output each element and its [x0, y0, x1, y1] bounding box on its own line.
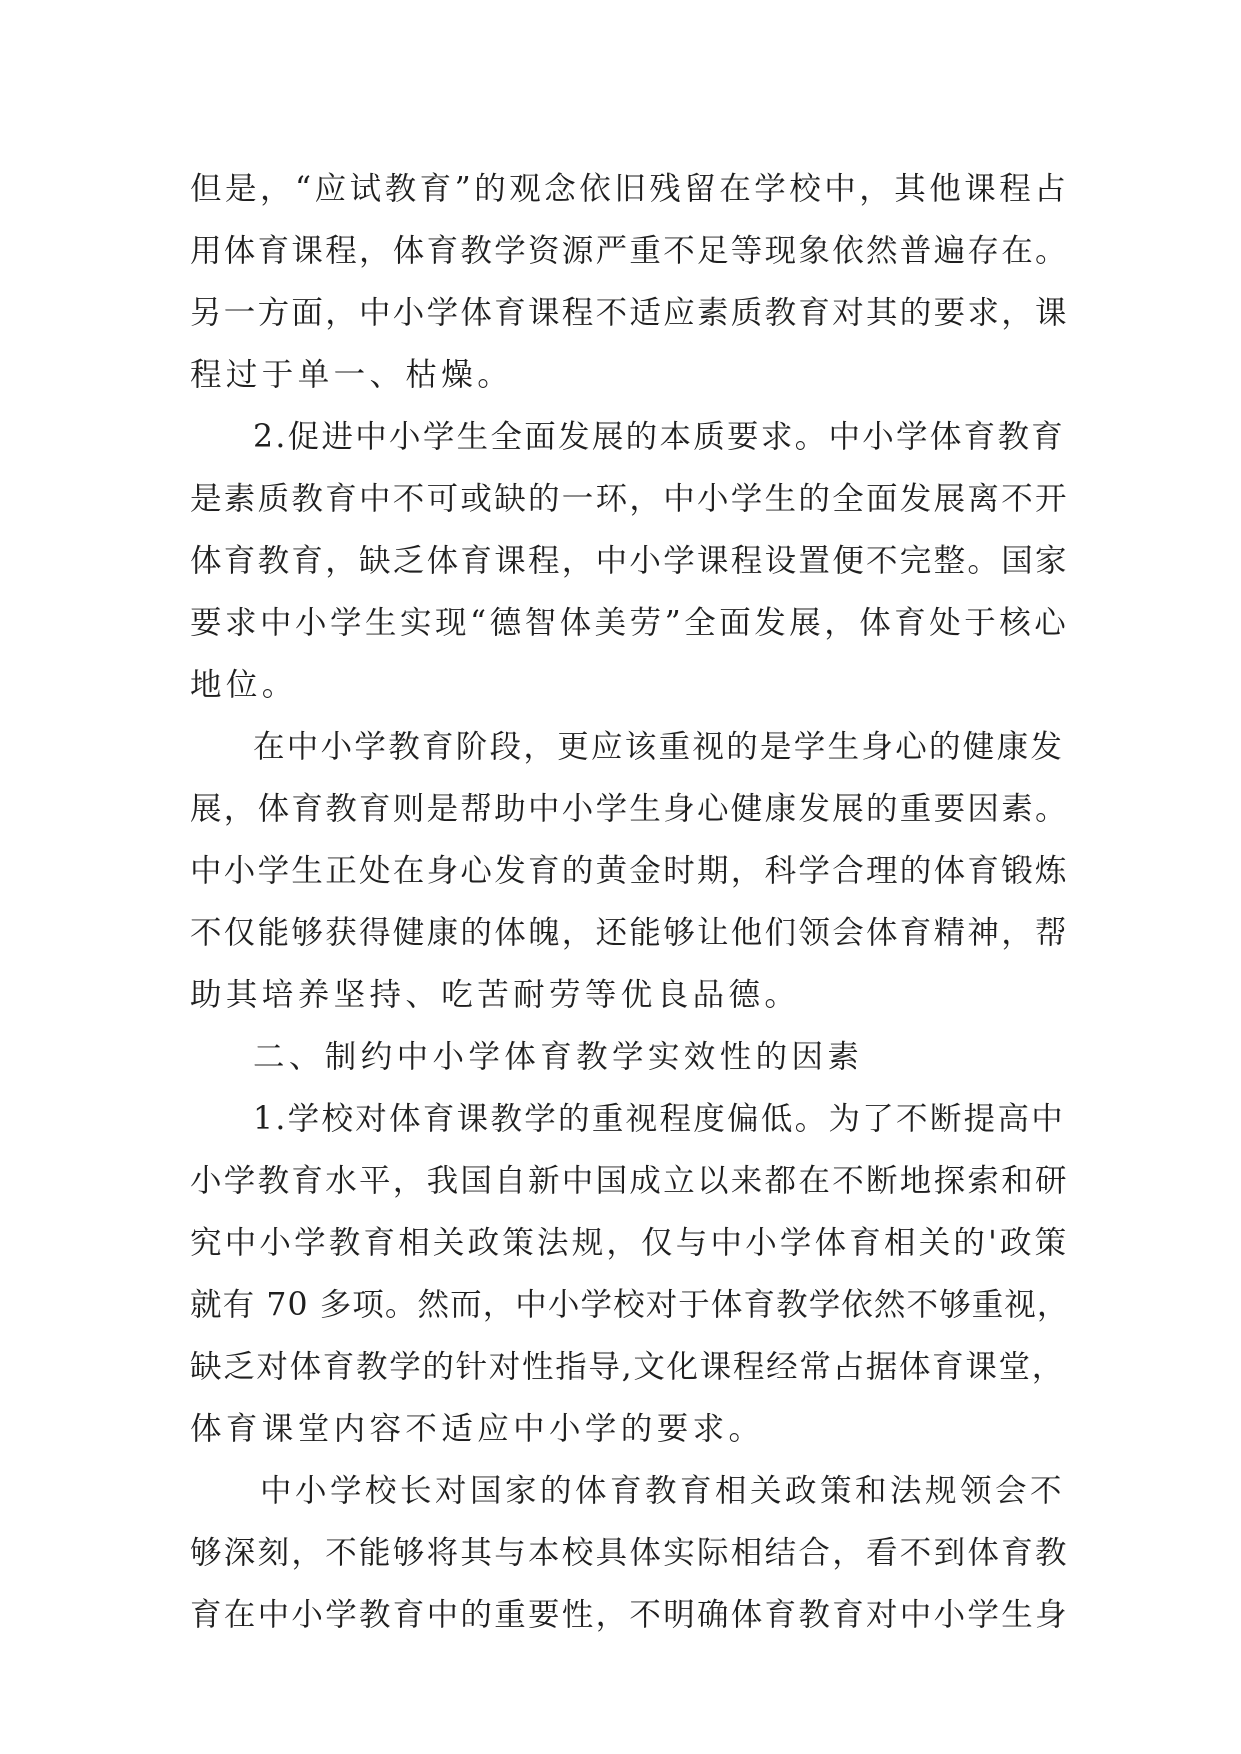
text-line: 用体育课程，体育教学资源严重不足等现象依然普遍存在。: [190, 233, 1069, 269]
text-line: 够深刻，不能够将其与本校具体实际相结合，看不到体育教: [190, 1535, 1069, 1571]
text-line: 体育课堂内容不适应中小学的要求。: [190, 1411, 765, 1447]
text-line: 中小学校长对国家的体育教育相关政策和法规领会不: [260, 1473, 1066, 1509]
text-line: 体育教育，缺乏体育课程，中小学课程设置便不完整。国家: [190, 543, 1069, 579]
text-line: 不仅能够获得健康的体魄，还能够让他们领会体育精神，帮: [190, 915, 1069, 951]
text-line: 另一方面，中小学体育课程不适应素质教育对其的要求，课: [190, 295, 1069, 331]
text-line: 就有 70 多项。然而，中小学校对于体育教学依然不够重视，: [190, 1287, 1070, 1323]
text-line: 地位。: [190, 667, 298, 703]
text-line: 小学教育水平，我国自新中国成立以来都在不断地探索和研: [190, 1163, 1069, 1199]
text-line: 展，体育教育则是帮助中小学生身心健康发展的重要因素。: [190, 791, 1069, 827]
text-line: 但是，“应试教育”的观念依旧残留在学校中，其他课程占: [190, 171, 1070, 207]
text-line: 助其培养坚持、吃苦耐劳等优良品德。: [190, 977, 801, 1013]
text-line: 1.学校对体育课教学的重视程度偏低。为了不断提高中: [253, 1101, 1066, 1137]
text-line: 在中小学教育阶段，更应该重视的是学生身心的健康发: [253, 729, 1065, 765]
text-line: 缺乏对体育教学的针对性指导,文化课程经常占据体育课堂，: [190, 1349, 1065, 1385]
text-line: 程过于单一、枯燥。: [190, 357, 514, 393]
section-heading: 二、制约中小学体育教学实效性的因素: [253, 1039, 864, 1075]
text-line: 究中小学教育相关政策法规，仅与中小学体育相关的'政策: [190, 1225, 1070, 1261]
text-line: 2.促进中小学生全面发展的本质要求。中小学体育教育: [253, 419, 1066, 455]
text-line: 育在中小学教育中的重要性，不明确体育教育对中小学生身: [190, 1597, 1069, 1633]
text-line: 中小学生正处在身心发育的黄金时期，科学合理的体育锻炼: [190, 853, 1069, 889]
text-line: 是素质教育中不可或缺的一环，中小学生的全面发展离不开: [190, 481, 1069, 517]
document-body: [190, 158, 1070, 1646]
text-line: 要求中小学生实现“德智体美劳”全面发展，体育处于核心: [190, 605, 1070, 641]
